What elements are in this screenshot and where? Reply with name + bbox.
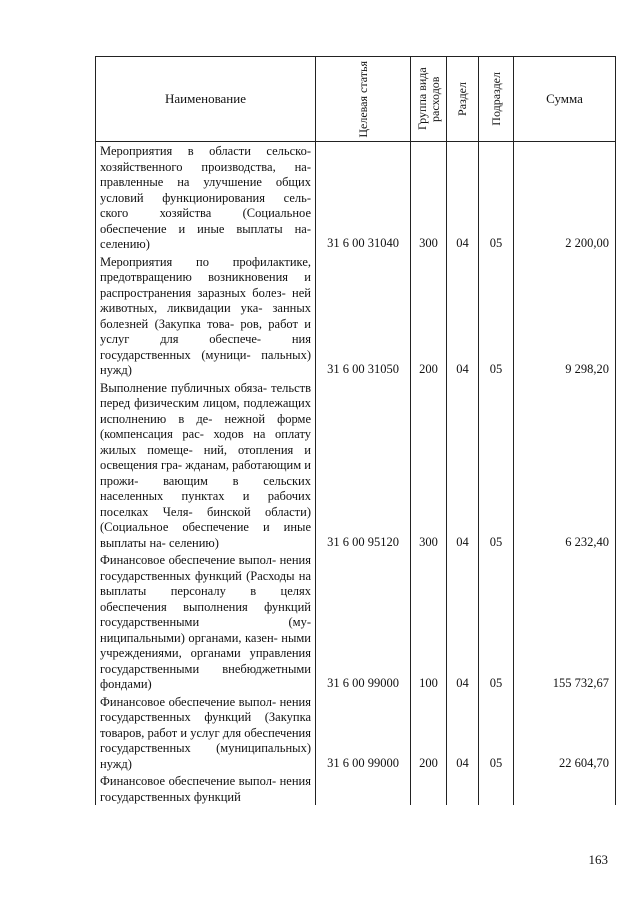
budget-table — [95, 56, 616, 805]
table-header — [96, 57, 616, 142]
row-subsection: 05 — [479, 551, 514, 693]
table-row — [96, 551, 616, 693]
row-subsection: 05 — [479, 379, 514, 552]
row-expense-group: 300 — [411, 142, 447, 253]
row-target-article: 31 6 00 95120 — [316, 379, 411, 552]
header-target-article-cell — [316, 57, 411, 142]
row-section: 04 — [447, 142, 479, 253]
row-sum: 2 200,00 — [514, 142, 616, 253]
row-expense-group: 100 — [411, 551, 447, 693]
table-row — [96, 253, 616, 379]
header-subsection-cell — [479, 57, 514, 142]
header-section-cell — [447, 57, 479, 142]
row-section: 04 — [447, 693, 479, 773]
row-subsection: 05 — [479, 253, 514, 379]
header-section: Раздел — [455, 82, 469, 116]
row-subsection: 05 — [479, 142, 514, 253]
row-name: Мероприятия по профилактике, предотвращению возникновения и распространения заразных болез- ней животных, ликвидации ука- занных болезней (Закупка това- ров, работ и услуг для обеспече- ния государственных (муници- пальных) нужд) — [96, 253, 316, 379]
row-name: Финансовое обеспечение выпол- нения государственных функций — [96, 772, 316, 805]
row-section: 04 — [447, 253, 479, 379]
table-row — [96, 693, 616, 773]
page-number: 163 — [588, 852, 608, 867]
row-expense-group: 200 — [411, 693, 447, 773]
header-expense-group-cell — [411, 57, 447, 142]
row-sum: 6 232,40 — [514, 379, 616, 552]
header-target-article: Целевая статья — [355, 60, 370, 138]
row-sum: 9 298,20 — [514, 253, 616, 379]
row-expense-group — [411, 772, 447, 805]
row-expense-group: 300 — [411, 379, 447, 552]
table-row — [96, 142, 616, 253]
row-section: 04 — [447, 379, 479, 552]
row-name: Выполнение публичных обяза- тельств перед физическим лицом, подлежащих исполнению в де- нежной форме (компенсация рас- ходов на оплату жилых помеще- ний, отопления и освещения гра- жданам, работающим и прожи- вающим в сельских населенных пунктах и рабочих поселках Челя- бинской области) (Социальное обеспечение и иные выплаты на- селению) — [96, 379, 316, 552]
row-subsection — [479, 772, 514, 805]
table-row — [96, 772, 616, 805]
row-target-article: 31 6 00 31050 — [316, 253, 411, 379]
row-expense-group: 200 — [411, 253, 447, 379]
row-name: Финансовое обеспечение выпол- нения государственных функций (Расходы на выплаты персоналу в целях обеспечения выполнения функций государственными (му- ниципальными) органами, казен- ными учреждениями, органами управления государственными внебюджетными фондами) — [96, 551, 316, 693]
row-section: 04 — [447, 551, 479, 693]
table-body — [96, 142, 616, 806]
row-section — [447, 772, 479, 805]
header-name: Наименование — [96, 57, 316, 142]
header-expense-group: Группа вида расходов — [414, 67, 442, 131]
header-subsection: Подраздел — [488, 72, 503, 126]
table-row — [96, 379, 616, 552]
row-target-article — [316, 772, 411, 805]
row-name: Мероприятия в области сельско- хозяйственного производства, на- правленные на улучшение общих условий функционирования сель- ского хозяйства (Социальное обеспечение и иные выплаты на- селению) — [96, 142, 316, 253]
row-target-article: 31 6 00 99000 — [316, 693, 411, 773]
header-sum: Сумма — [514, 57, 616, 142]
row-sum — [514, 772, 616, 805]
row-sum: 155 732,67 — [514, 551, 616, 693]
row-target-article: 31 6 00 31040 — [316, 142, 411, 253]
row-name: Финансовое обеспечение выпол- нения государственных функций (Закупка товаров, работ и услуг для обеспечения государственных (муниципальных) нужд) — [96, 693, 316, 773]
row-target-article: 31 6 00 99000 — [316, 551, 411, 693]
row-subsection: 05 — [479, 693, 514, 773]
row-sum: 22 604,70 — [514, 693, 616, 773]
